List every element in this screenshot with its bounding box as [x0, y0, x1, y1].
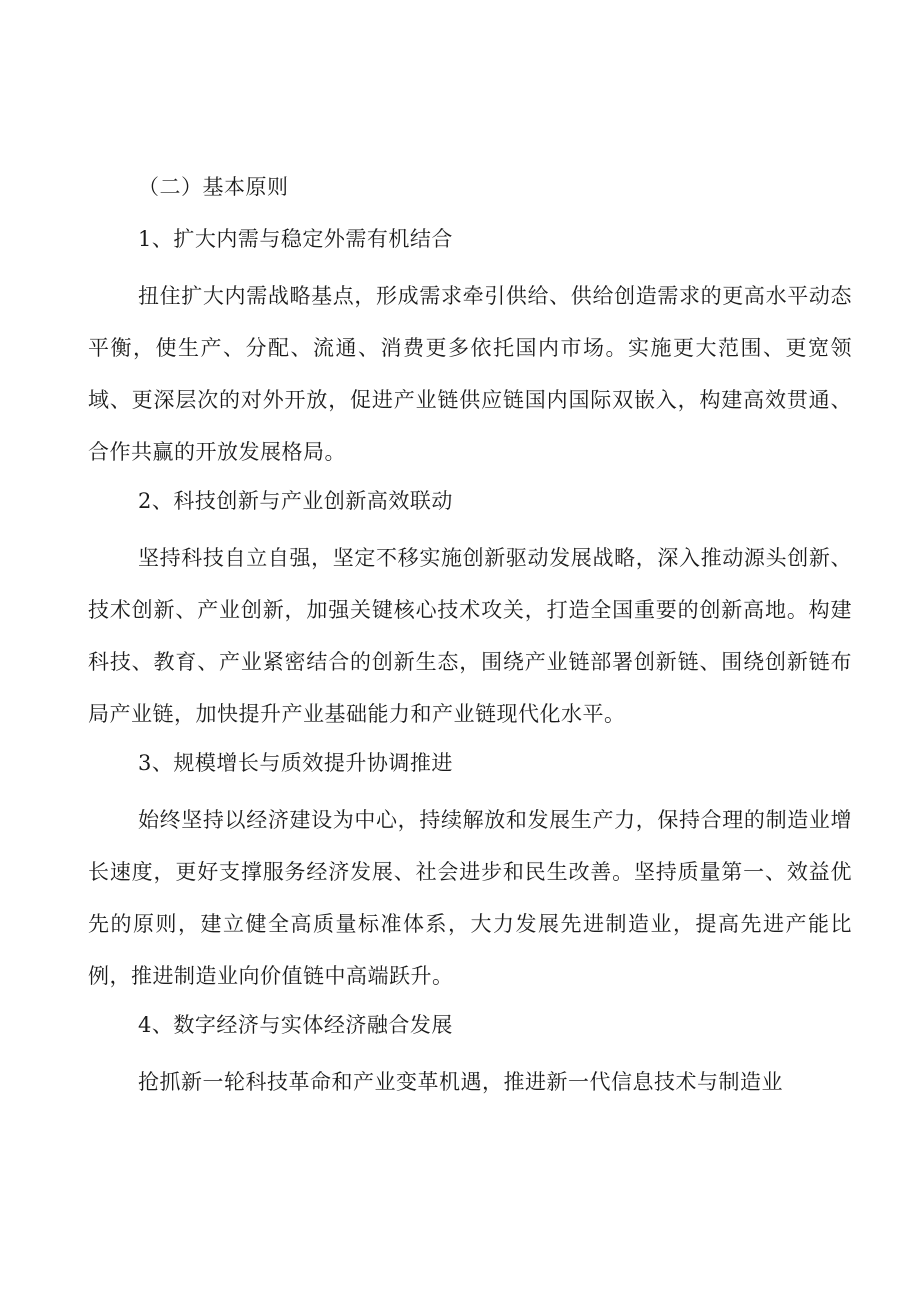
- principle-3-body: 始终坚持以经济建设为中心，持续解放和发展生产力，保持合理的制造业增长速度，更好支撑服务经济发展、社会进步和民生改善。坚持质量第一、效益优先的原则，建立健全高质量标准体系，大力发展先进制造业，提高先进产能比例，推进制造业向价值链中高端跃升。: [88, 808, 852, 988]
- principle-3-heading: 3、规模增长与质效提升协调推进: [138, 751, 453, 775]
- principle-2-body: 坚持科技自立自强，坚定不移实施创新驱动发展战略，深入推动源头创新、技术创新、产业创新，加强关键核心技术攻关，打造全国重要的创新高地。构建科技、教育、产业紧密结合的创新生态，围绕产业链部署创新链、围绕创新链布局产业链，加快提升产业基础能力和产业链现代化水平。: [88, 546, 852, 726]
- principle-1-heading: 1、扩大内需与稳定外需有机结合: [138, 227, 453, 251]
- principle-4-body: 抢抓新一轮科技革命和产业变革机遇，推进新一代信息技术与制造业: [138, 1070, 783, 1094]
- principle-2-heading: 2、科技创新与产业创新高效联动: [138, 489, 453, 513]
- principle-4-heading: 4、数字经济与实体经济融合发展: [138, 1013, 453, 1037]
- document-body: [88, 166, 852, 1108]
- section-title: （二）基本原则: [138, 175, 289, 199]
- principle-1-body: 扭住扩大内需战略基点，形成需求牵引供给、供给创造需求的更高水平动态平衡，使生产、分配、流通、消费更多依托国内市场。实施更大范围、更宽领域、更深层次的对外开放，促进产业链供应链国内国际双嵌入，构建高效贯通、合作共赢的开放发展格局。: [88, 284, 852, 464]
